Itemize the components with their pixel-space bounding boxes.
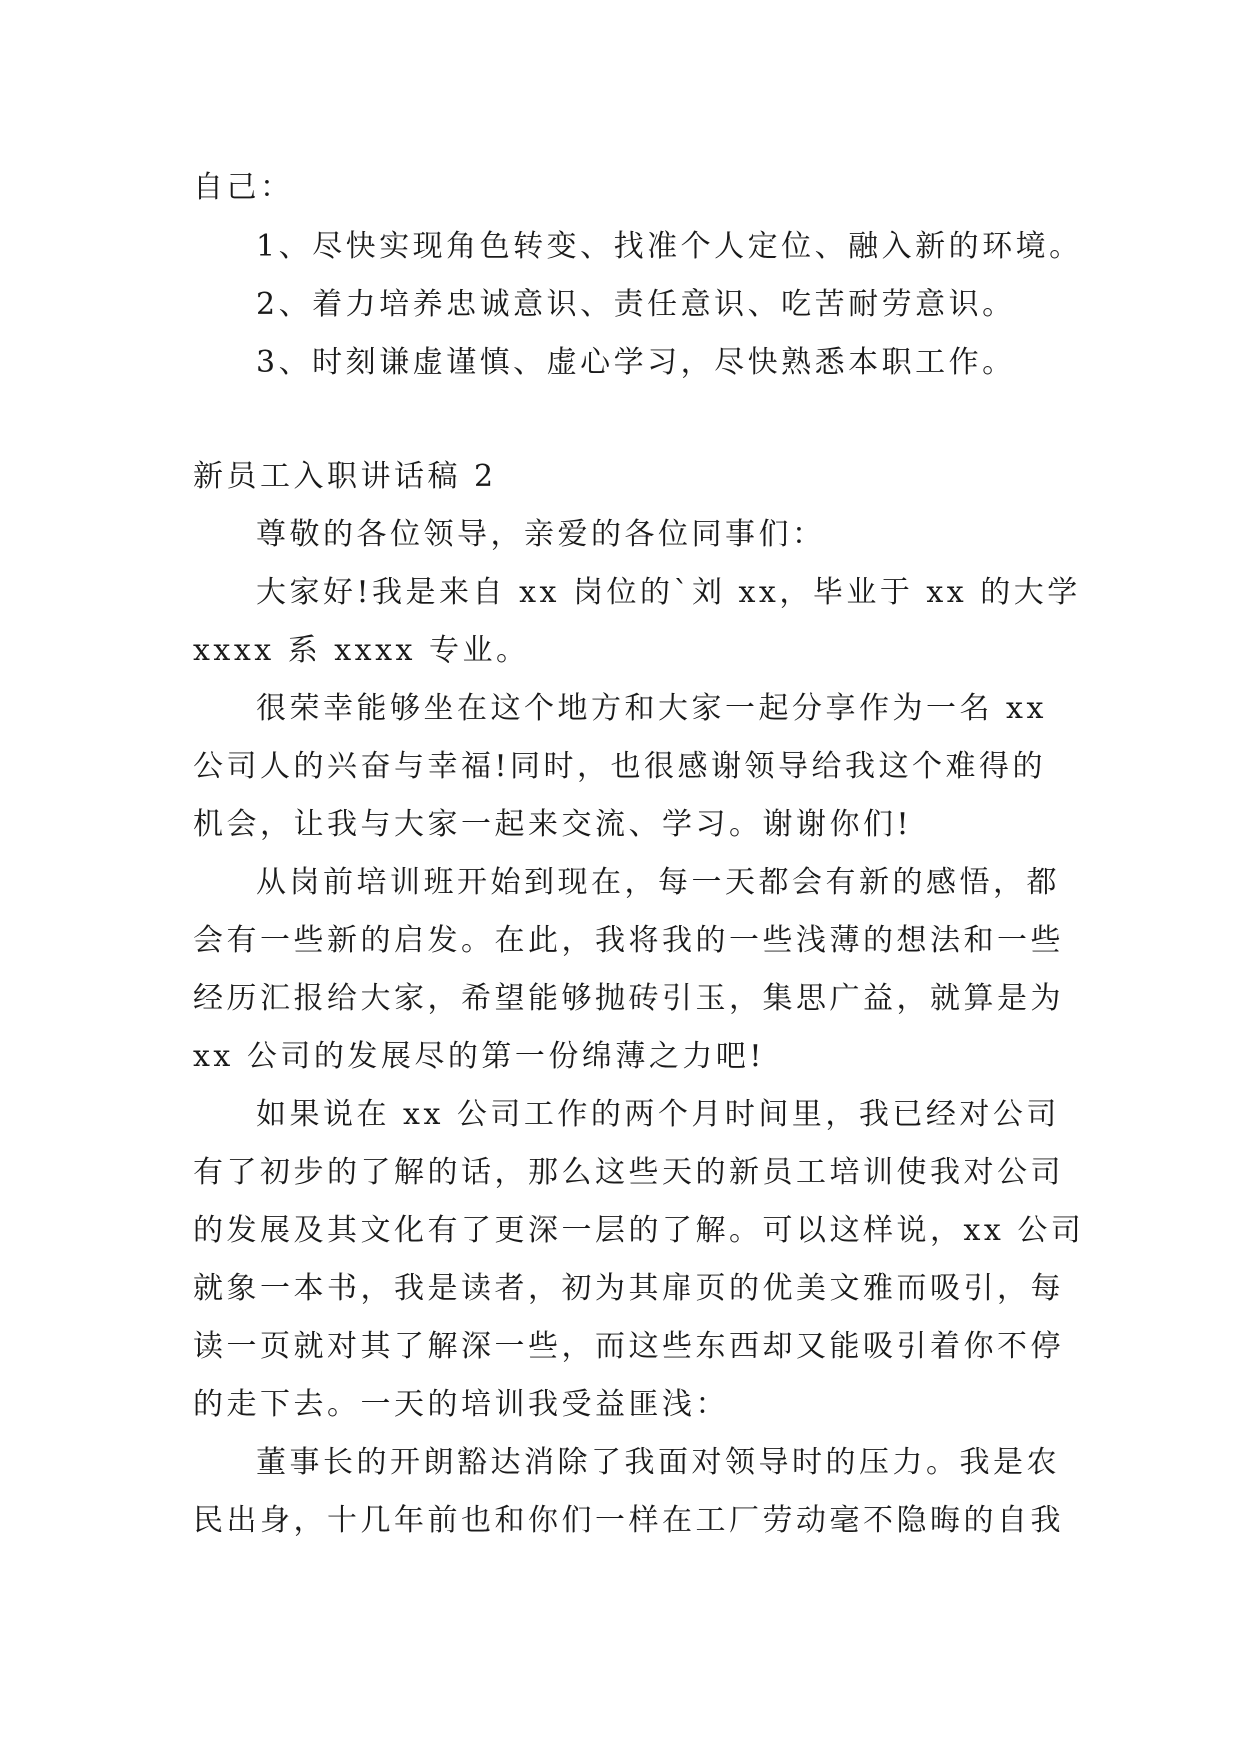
paragraph-line: 的发展及其文化有了更深一层的了解。可以这样说，xx 公司 [193, 1213, 1085, 1248]
list-item-3: 3、时刻谦虚谨慎、虚心学习，尽快熟悉本职工作。 [256, 345, 1016, 380]
paragraph-line: 如果说在 xx 公司工作的两个月时间里，我已经对公司 [256, 1097, 1060, 1132]
paragraph-line: 公司人的兴奋与幸福!同时，也很感谢领导给我这个难得的 [193, 749, 1047, 784]
text-line-self: 自己： [193, 170, 294, 205]
greeting-line: 尊敬的各位领导，亲爱的各位同事们： [256, 517, 826, 552]
paragraph-line: xxxx 系 xxxx 专业。 [193, 633, 530, 668]
paragraph-line: 民出身，十几年前也和你们一样在工厂劳动毫不隐晦的自我 [193, 1503, 1064, 1538]
paragraph-line: xx 公司的发展尽的第一份绵薄之力吧! [193, 1039, 765, 1074]
list-item-1: 1、尽快实现角色转变、找准个人定位、融入新的环境。 [256, 229, 1083, 264]
paragraph-line: 机会，让我与大家一起来交流、学习。谢谢你们! [193, 807, 913, 842]
paragraph-line: 的走下去。一天的培训我受益匪浅： [193, 1387, 729, 1422]
paragraph-line: 就象一本书，我是读者，初为其扉页的优美文雅而吸引，每 [193, 1271, 1064, 1306]
paragraph-line: 会有一些新的启发。在此，我将我的一些浅薄的想法和一些 [193, 923, 1064, 958]
paragraph-line: 有了初步的了解的话，那么这些天的新员工培训使我对公司 [193, 1155, 1064, 1190]
paragraph-line: 大家好!我是来自 xx 岗位的`刘 xx，毕业于 xx 的大学 [256, 575, 1081, 610]
paragraph-line: 从岗前培训班开始到现在，每一天都会有新的感悟，都 [256, 865, 1060, 900]
paragraph-line: 很荣幸能够坐在这个地方和大家一起分享作为一名 xx [256, 691, 1047, 726]
paragraph-line: 董事长的开朗豁达消除了我面对领导时的压力。我是农 [256, 1445, 1060, 1480]
section-heading: 新员工入职讲话稿 2 [193, 459, 497, 494]
paragraph-line: 读一页就对其了解深一些，而这些东西却又能吸引着你不停 [193, 1329, 1064, 1364]
paragraph-line: 经历汇报给大家，希望能够抛砖引玉，集思广益，就算是为 [193, 981, 1064, 1016]
list-item-2: 2、着力培养忠诚意识、责任意识、吃苦耐劳意识。 [256, 287, 1016, 322]
